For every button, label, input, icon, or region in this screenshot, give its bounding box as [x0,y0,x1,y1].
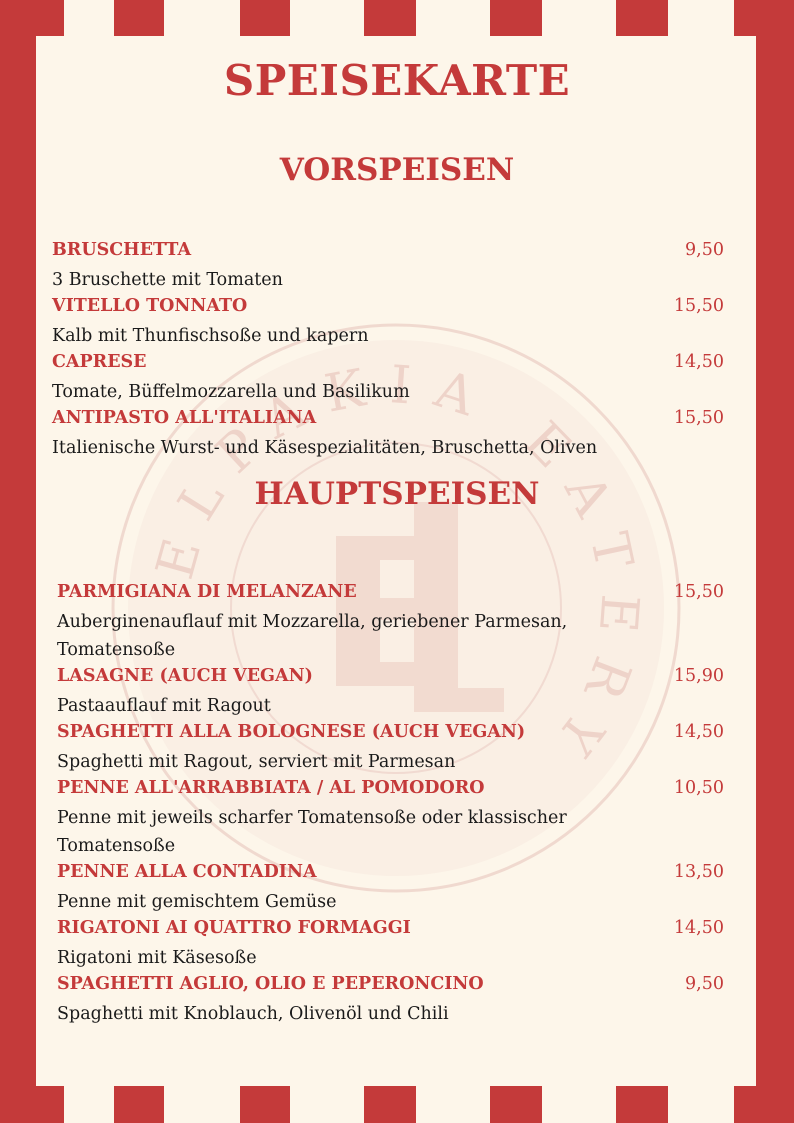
item-name: LASAGNE (AUCH VEGAN) [57,666,313,686]
item-desc: Italienische Wurst- und Käsespezialitäten, Bruschetta, Oliven [52,438,598,458]
item-desc: Spaghetti mit Knoblauch, Olivenöl und Chili [57,1004,449,1024]
item-price: 13,50 [673,862,724,882]
item-price: 9,50 [685,974,724,994]
item-desc: Auberginenauflauf mit Mozzarella, geriebener Parmesan, Tomatensoße [57,612,568,660]
menu-title: SPEISEKARTE [223,56,571,105]
item-price: 14,50 [673,352,724,372]
item-desc: Pastaauflauf mit Ragout [57,696,271,716]
item-price: 15,50 [673,296,724,316]
item-desc: Spaghetti mit Ragout, serviert mit Parmesan [57,752,456,772]
item-name: ANTIPASTO ALL'ITALIANA [52,408,317,428]
item-name: SPAGHETTI AGLIO, OLIO E PEPERONCINO [57,974,484,994]
item-name: PENNE ALL'ARRABBIATA / AL POMODORO [57,778,485,798]
item-desc: Tomate, Büffelmozzarella und Basilikum [52,382,410,402]
item-name: PENNE ALLA CONTADINA [57,862,317,882]
item-price: 15,50 [673,582,724,602]
item-desc: Rigatoni mit Käsesoße [57,948,257,968]
item-name: RIGATONI AI QUATTRO FORMAGGI [57,918,411,938]
item-name: VITELLO TONNATO [52,296,248,316]
item-price: 10,50 [673,778,724,798]
item-name: SPAGHETTI ALLA BOLOGNESE (AUCH VEGAN) [57,722,526,742]
watermark-text: ELPAKIA EATERY [145,354,650,783]
item-desc: Penne mit jeweils scharfer Tomatensoße oder klassischer Tomatensoße [57,808,567,856]
item-price: 14,50 [673,918,724,938]
section-title-hauptspeisen: HAUPTSPEISEN [254,476,540,512]
item-desc: Penne mit gemischtem Gemüse [57,892,337,912]
item-price: 9,50 [685,240,724,260]
item-name: BRUSCHETTA [52,240,192,260]
item-price: 15,50 [673,408,724,428]
item-name: CAPRESE [52,352,147,372]
item-name: PARMIGIANA DI MELANZANE [57,582,357,602]
section-title-vorspeisen: VORSPEISEN [279,152,515,188]
item-price: 14,50 [673,722,724,742]
item-price: 15,90 [673,666,724,686]
item-desc: 3 Bruschette mit Tomaten [52,270,283,290]
item-desc: Kalb mit Thunfischsoße und kapern [52,326,369,346]
